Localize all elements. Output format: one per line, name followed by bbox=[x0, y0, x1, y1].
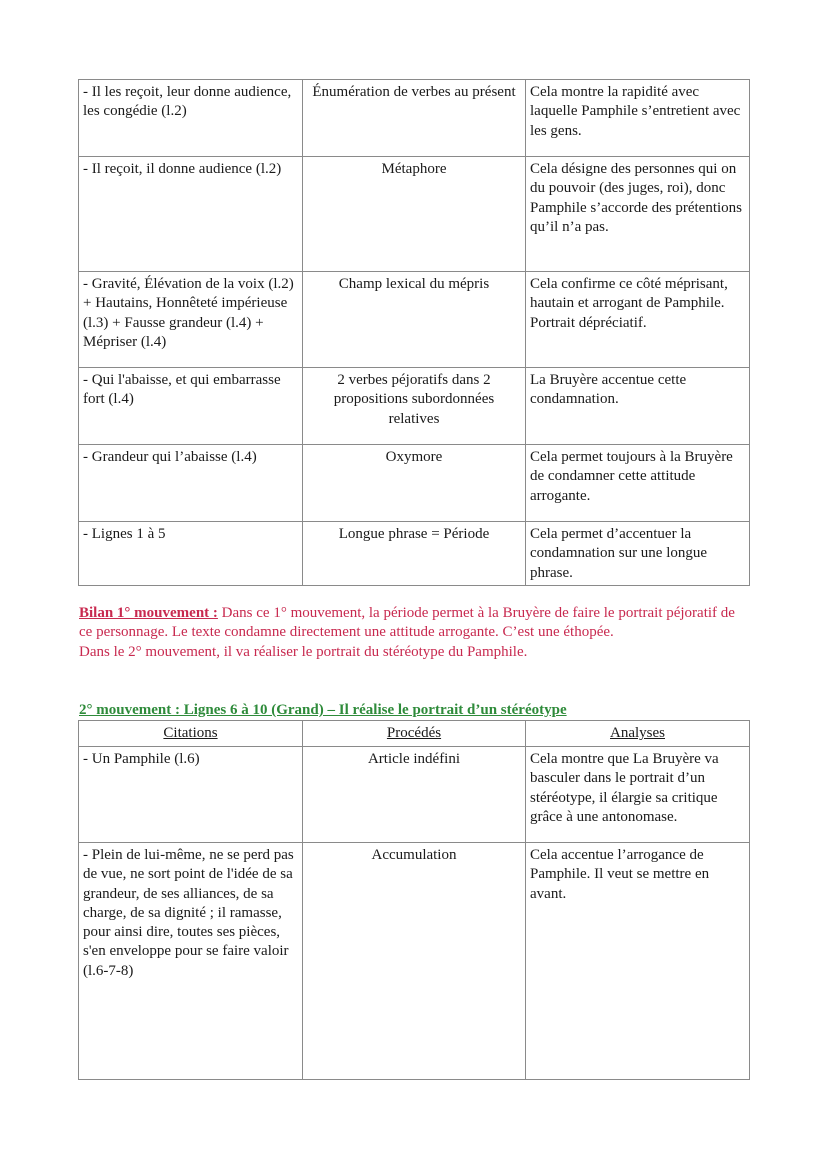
column-header-procedes: Procédés bbox=[303, 721, 526, 747]
citation-cell: - Un Pamphile (l.6) bbox=[79, 747, 303, 843]
citation-cell: - Il les reçoit, leur donne audience, les congédie (l.2) bbox=[79, 80, 303, 157]
citation-cell: - Gravité, Élévation de la voix (l.2) + Hautains, Honnêteté impérieuse (l.3) + Fausse grandeur (l.4) + Mépriser (l.4) bbox=[79, 272, 303, 368]
analysis-table-movement-2 bbox=[78, 720, 750, 1080]
movement-1-summary bbox=[79, 604, 739, 662]
analyse-cell: Cela permet d’accentuer la condamnation sur une longue phrase. bbox=[526, 522, 750, 586]
table-row bbox=[79, 272, 750, 368]
table-row bbox=[79, 445, 750, 522]
summary-label: Bilan 1° mouvement : bbox=[79, 605, 218, 621]
column-header-analyses: Analyses bbox=[526, 721, 750, 747]
analysis-table-movement-1 bbox=[78, 79, 750, 586]
table-row bbox=[79, 80, 750, 157]
table-row bbox=[79, 368, 750, 445]
summary-text: Dans ce 1° mouvement, la période permet à la Bruyère de faire le portrait péjoratif de ce personnage. Le texte condamne directement une attitude arrogante. C’est une éthopée. bbox=[79, 605, 735, 641]
analyse-cell: Cela désigne des personnes qui on du pouvoir (des juges, roi), donc Pamphile s’accorde des prétentions qu’il n’a pas. bbox=[526, 157, 750, 272]
citation-cell: - Il reçoit, il donne audience (l.2) bbox=[79, 157, 303, 272]
procede-cell: Énumération de verbes au présent bbox=[303, 80, 526, 157]
procede-cell: Champ lexical du mépris bbox=[303, 272, 526, 368]
procede-cell: Article indéfini bbox=[303, 747, 526, 843]
procede-cell: Oxymore bbox=[303, 445, 526, 522]
procede-cell: Métaphore bbox=[303, 157, 526, 272]
analyse-cell: Cela montre que La Bruyère va basculer dans le portrait d’un stéréotype, il élargie sa critique grâce à une antonomase. bbox=[526, 747, 750, 843]
procede-cell: 2 verbes péjoratifs dans 2 propositions subordonnées relatives bbox=[303, 368, 526, 445]
table-row bbox=[79, 157, 750, 272]
citation-cell: - Lignes 1 à 5 bbox=[79, 522, 303, 586]
analyse-cell: La Bruyère accentue cette condamnation. bbox=[526, 368, 750, 445]
procede-cell: Longue phrase = Période bbox=[303, 522, 526, 586]
summary-paragraph bbox=[79, 604, 739, 643]
procede-cell: Accumulation bbox=[303, 843, 526, 1080]
table-row bbox=[79, 747, 750, 843]
analyse-cell: Cela montre la rapidité avec laquelle Pamphile s’entretient avec les gens. bbox=[526, 80, 750, 157]
summary-transition: Dans le 2° mouvement, il va réaliser le portrait du stéréotype du Pamphile. bbox=[79, 643, 528, 660]
table-row bbox=[79, 843, 750, 1080]
table-row bbox=[79, 522, 750, 586]
analyse-cell: Cela permet toujours à la Bruyère de condamner cette attitude arrogante. bbox=[526, 445, 750, 522]
citation-cell: - Plein de lui-même, ne se perd pas de vue, ne sort point de l'idée de sa grandeur, de ses alliances, de sa charge, de sa dignité ; il ramasse, pour ainsi dire, toutes ses pièces, s'en enveloppe pour se faire valoir (l.6-7-8) bbox=[79, 843, 303, 1080]
analyse-cell: Cela confirme ce côté méprisant, hautain et arrogant de Pamphile. Portrait dépréciatif. bbox=[526, 272, 750, 368]
column-header-citations: Citations bbox=[79, 721, 303, 747]
table-header-row bbox=[79, 721, 750, 747]
section-title-movement-2: 2° mouvement : Lignes 6 à 10 (Grand) – Il réalise le portrait d’un stéréotype bbox=[79, 702, 567, 718]
citation-cell: - Qui l'abaisse, et qui embarrasse fort (l.4) bbox=[79, 368, 303, 445]
analyse-cell: Cela accentue l’arrogance de Pamphile. Il veut se mettre en avant. bbox=[526, 843, 750, 1080]
citation-cell: - Grandeur qui l’abaisse (l.4) bbox=[79, 445, 303, 522]
